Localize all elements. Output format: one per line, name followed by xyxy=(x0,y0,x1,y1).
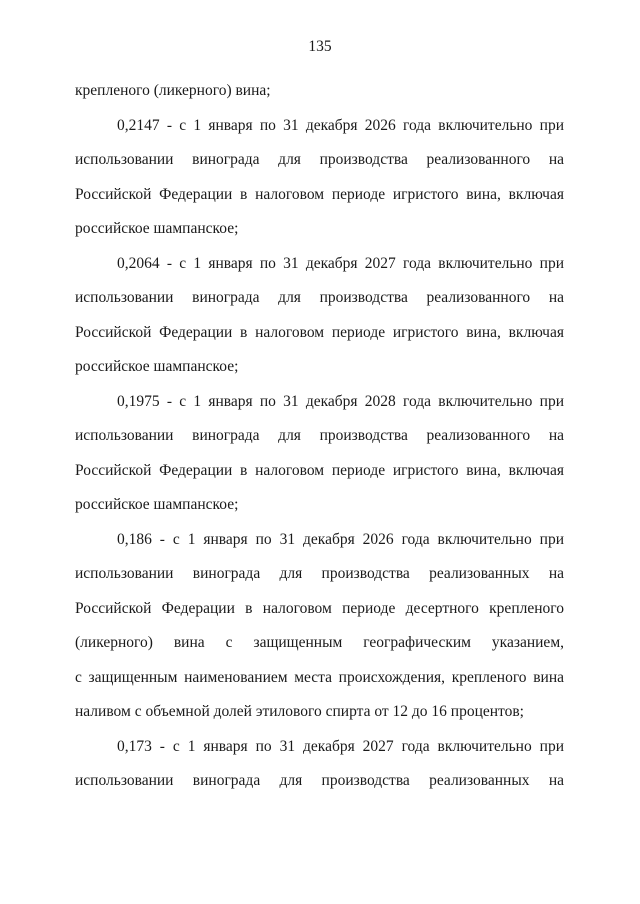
text-line: использовании винограда для производства реализованного на xyxy=(75,151,564,168)
text-line: крепленого (ликерного) вина; xyxy=(75,82,271,99)
paragraph xyxy=(75,523,564,730)
text-line: наливом с объемной долей этилового спирта от 12 до 16 процентов; xyxy=(75,703,524,720)
text-line: российское шампанское; xyxy=(75,358,239,375)
paragraph xyxy=(75,74,564,109)
text-line: (ликерного) вина с защищенным географическим указанием, xyxy=(75,634,564,651)
text-line: российское шампанское; xyxy=(75,496,239,513)
text-line: использовании винограда для производства реализованного на xyxy=(75,289,564,306)
text-line: 0,173 - с 1 января по 31 декабря 2027 года включительно при xyxy=(117,737,564,755)
text-line: использовании винограда для производства реализованных на xyxy=(75,772,564,789)
document-body xyxy=(75,74,564,799)
text-line: Российской Федерации в налоговом периоде десертного крепленого xyxy=(75,599,564,617)
text-line: российское шампанское; xyxy=(75,220,239,237)
text-line: с защищенным наименованием места происхождения, крепленого вина xyxy=(75,668,564,686)
paragraph xyxy=(75,730,564,799)
text-line: Российской Федерации в налоговом периоде игристого вина, включая xyxy=(75,461,564,479)
text-line: 0,186 - с 1 января по 31 декабря 2026 года включительно при xyxy=(117,530,564,548)
text-line: Российской Федерации в налоговом периоде игристого вина, включая xyxy=(75,323,564,341)
text-line: 0,2064 - с 1 января по 31 декабря 2027 года включительно при xyxy=(117,254,564,272)
text-line: Российской Федерации в налоговом периоде игристого вина, включая xyxy=(75,185,564,203)
text-line: 0,2147 - с 1 января по 31 декабря 2026 года включительно при xyxy=(117,116,564,134)
text-line: использовании винограда для производства реализованных на xyxy=(75,565,564,582)
paragraph xyxy=(75,109,564,247)
text-line: 0,1975 - с 1 января по 31 декабря 2028 года включительно при xyxy=(117,392,564,410)
page-number: 135 xyxy=(308,38,332,55)
text-line: использовании винограда для производства реализованного на xyxy=(75,427,564,444)
paragraph xyxy=(75,385,564,523)
paragraph xyxy=(75,247,564,385)
